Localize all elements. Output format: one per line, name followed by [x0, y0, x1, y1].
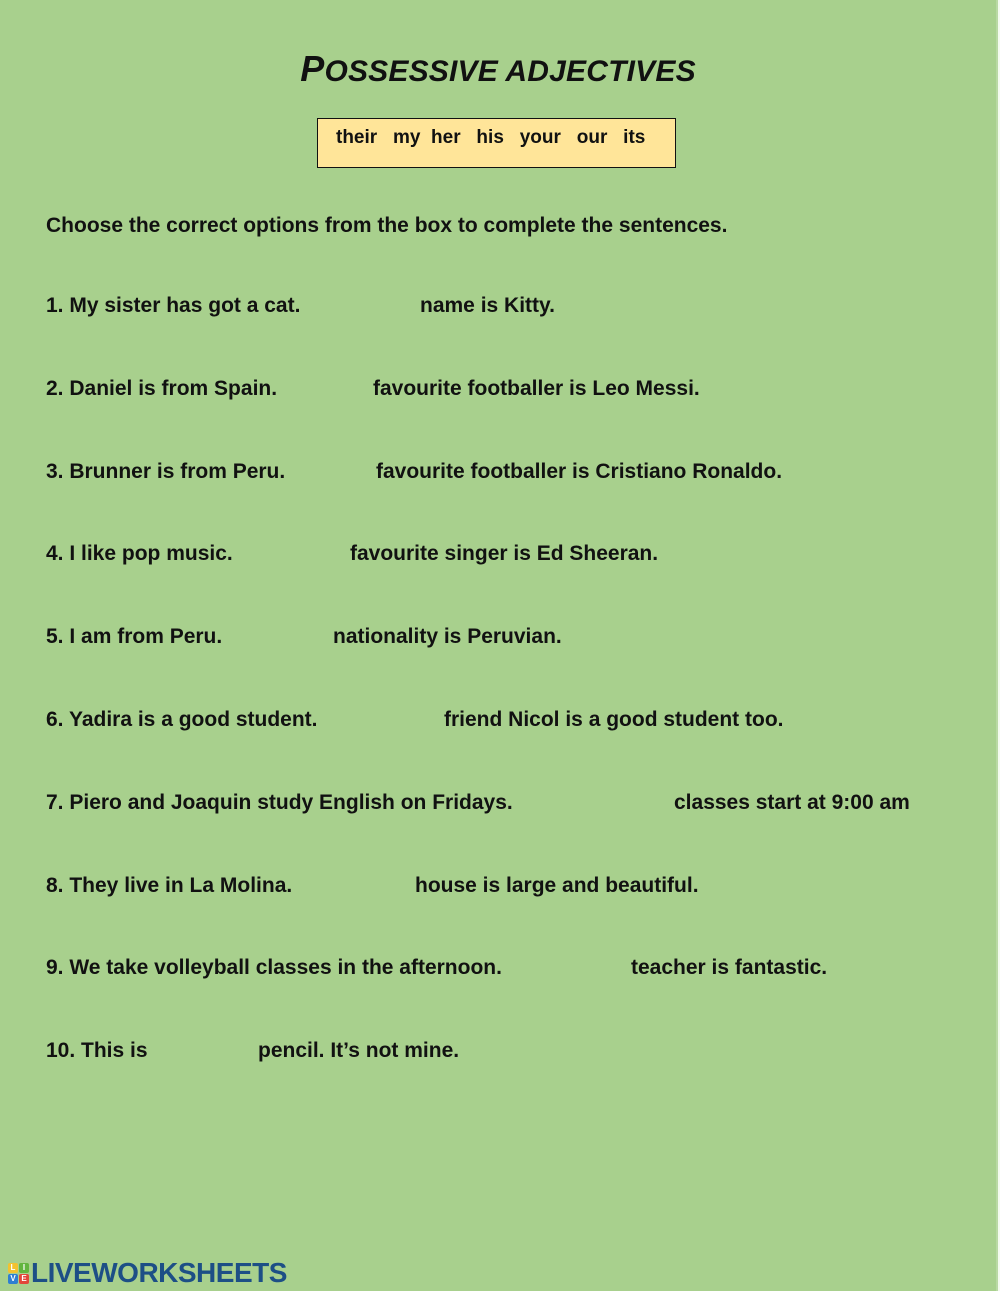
question-8-answer-input[interactable] [316, 872, 412, 900]
question-1-after: name is Kitty. [420, 294, 555, 317]
question-9-after: teacher is fantastic. [631, 956, 828, 979]
logo-block-e: E [19, 1274, 29, 1284]
question-7-after: classes start at 9:00 am [674, 791, 910, 814]
question-5-after: nationality is Peruvian. [333, 625, 562, 648]
logo-block-i: I [19, 1263, 29, 1273]
title-initial: P [300, 48, 325, 89]
question-6-before: 6. Yadira is a good student. [46, 708, 318, 731]
question-3-before: 3. Brunner is from Peru. [46, 460, 286, 483]
question-4-answer-input[interactable] [258, 540, 347, 568]
word-bank-box [317, 118, 676, 168]
question-4-after: favourite singer is Ed Sheeran. [350, 542, 659, 565]
instructions: Choose the correct options from the box to complete the sentences. [46, 214, 728, 237]
question-2-answer-input[interactable] [300, 375, 370, 403]
question-6-answer-input[interactable] [352, 706, 441, 734]
question-10-answer-input[interactable] [166, 1037, 255, 1065]
logo-text: LIVEWORKSHEETS [31, 1257, 287, 1288]
question-1-before: 1. My sister has got a cat. [46, 294, 301, 317]
logo-block-l: L [8, 1263, 18, 1273]
question-10-before: 10. This is [46, 1039, 148, 1062]
logo-blocks-icon [8, 1263, 29, 1284]
question-3-after: favourite footballer is Cristiano Ronaldo. [376, 460, 783, 483]
question-10-after: pencil. It’s not mine. [258, 1039, 460, 1062]
page-title [0, 48, 996, 90]
question-5-before: 5. I am from Peru. [46, 625, 223, 648]
question-8-after: house is large and beautiful. [415, 874, 699, 897]
liveworksheets-logo[interactable] [8, 1257, 287, 1288]
logo-block-v: V [8, 1274, 18, 1284]
question-8-before: 8. They live in La Molina. [46, 874, 293, 897]
question-3-answer-input[interactable] [315, 458, 373, 486]
question-2-after: favourite footballer is Leo Messi. [373, 377, 700, 400]
question-7-answer-input[interactable] [563, 789, 671, 817]
question-5-answer-input[interactable] [253, 623, 330, 651]
question-9-before: 9. We take volleyball classes in the afternoon. [46, 956, 502, 979]
question-2-before: 2. Daniel is from Spain. [46, 377, 278, 400]
question-9-answer-input[interactable] [551, 954, 628, 982]
question-7-before: 7. Piero and Joaquin study English on Fridays. [46, 791, 513, 814]
question-6-after: friend Nicol is a good student too. [444, 708, 784, 731]
title-rest: OSSESSIVE ADJECTIVES [324, 55, 696, 88]
question-4-before: 4. I like pop music. [46, 542, 233, 565]
question-1-answer-input[interactable] [328, 292, 416, 320]
word-bank-text: their my her his your our its [336, 127, 646, 148]
